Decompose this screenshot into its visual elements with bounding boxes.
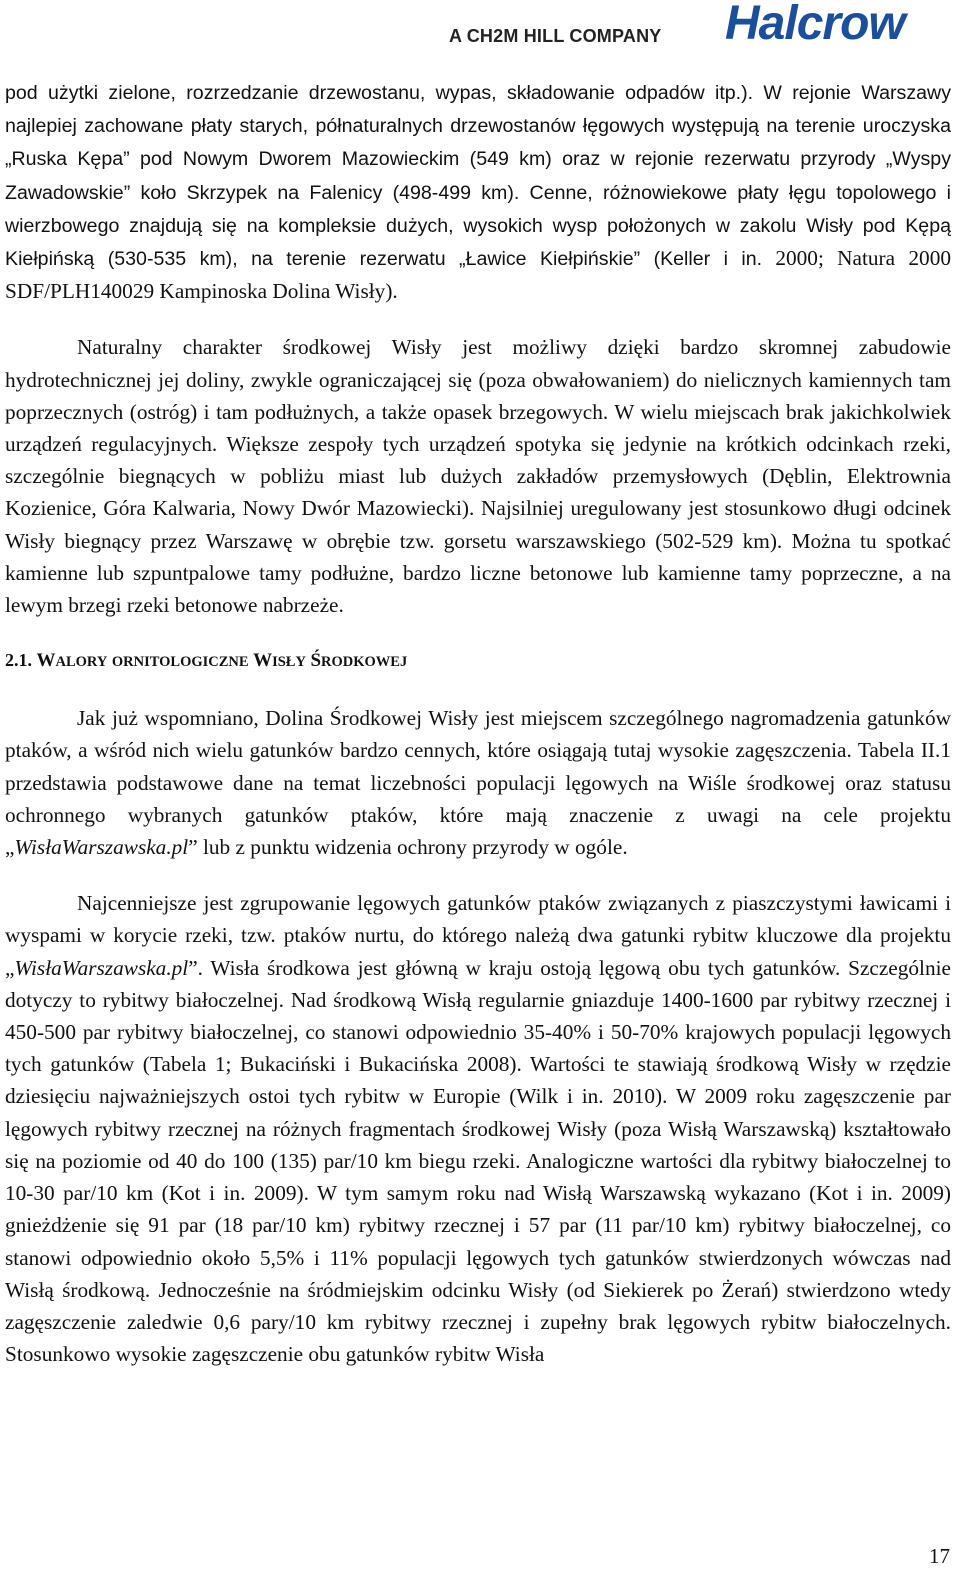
section-number: 2.1. — [5, 650, 32, 671]
document-body — [5, 76, 951, 1370]
paragraph-4: Najcenniejsze jest zgrupowanie lęgowych gatunków ptaków związanych z piaszczystymi ławicami i wyspami w korycie rzeki, tzw. ptaków nurtu, do którego należą dwa gatunki rybitw kluczowe dla projektu „WisłaWarszawska.pl”. Wisła środkowa jest główną w kraju ostoją lęgową obu tych gatunków. Szczególnie dotyczy to rybitwy białoczelnej. Nad środkową Wisłą regularnie gniazduje 1400-1600 par rybitwy rzecznej i 450-500 par rybitwy białoczelnej, co stanowi odpowiednio 35-40% i 50-70% krajowych populacji lęgowych tych gatunków (Tabela 1; Bukaciński i Bukacińska 2008). Wartości te stawiają środkową Wisły w rzędzie dziesięciu najważniejszych ostoi tych rybitw w Europie (Wilk i in. 2010). W 2009 roku zagęszczenie par lęgowych rybitwy rzecznej na różnych fragmentach środkowej Wisły (poza Wisłą Warszawską) kształtowało się na poziomie od 40 do 100 (135) par/10 km biegu rzeki. Analogiczne wartości dla rybitwy białoczelnej to 10-30 par/10 km (Kot i in. 2009). W tym samym roku nad Wisłą Warszawską wykazano (Kot i in. 2009) gnieżdżenie się 91 par (18 par/10 km) rybitwy rzecznej i 57 par (11 par/10 km) rybitwy białoczelnej, co stanowi odpowiednio około 5,5% i 11% populacji lęgowych tych gatunków stwierdzonych wówczas nad Wisłą środkową. Jednocześnie na śródmiejskim odcinku Wisły (od Siekierek po Żerań) stwierdzono wtedy zagęszczenie zaledwie 0,6 pary/10 km rybitwy rzecznej i zupełny brak lęgowych rybitw białoczelnych. Stosunkowo wysokie zagęszczenie obu gatunków rybitw Wisła — [5, 891, 951, 1367]
page-number: 17 — [929, 1544, 950, 1568]
section-heading: 2.1. WALORY ORNITOLOGICZNE WISŁY ŚRODKOWEJ — [5, 650, 408, 672]
page-header — [0, 0, 960, 56]
halcrow-logo: Halcrow — [725, 0, 905, 50]
project-name: WisłaWarszawska.pl — [14, 955, 189, 980]
paragraph-1 — [5, 76, 951, 307]
project-name: WisłaWarszawska.pl — [14, 835, 189, 860]
paragraph-1-serif-text: 2000; Natura 2000 SDF/PLH140029 Kampinoska Dolina Wisły). — [5, 246, 951, 304]
paragraph-2: Naturalny charakter środkowej Wisły jest możliwy dzięki bardzo skromnej zabudowie hydrotechnicznej jej doliny, zwykle ograniczającej się (poza obwałowaniem) do nielicznych kamiennych tam poprzecznych (ostróg) i tam podłużnych, a także opasek brzegowych. W wielu miejscach brak jakichkolwiek urządzeń regulacyjnych. Większe zespoły tych urządzeń spotyka się jedynie na krótkich odcinkach rzeki, szczególnie biegnących w pobliżu miast lub dużych zakładów przemysłowych (Dęblin, Elektrownia Kozienice, Góra Kalwaria, Nowy Dwór Mazowiecki). Najsilniej uregulowany jest stosunkowo długi odcinek Wisły biegnący przez Warszawę w obrębie tzw. gorsetu warszawskiego (502-529 km). Można tu spotkać kamienne lub szpuntpalowe tamy podłużne, bardzo liczne betonowe lub kamienne tamy poprzeczne, a na lewym brzegi rzeki betonowe nabrzeże. — [5, 335, 951, 618]
paragraph-3: Jak już wspomniano, Dolina Środkowej Wisły jest miejscem szczególnego nagromadzenia gatunków ptaków, a wśród nich wielu gatunków bardzo cennych, które osiągają tutaj wysokie zagęszczenia. Tabela II.1 przedstawia podstawowe dane na temat liczebności populacji lęgowych na Wiśle środkowej oraz statusu ochronnego wybranych gatunków ptaków, które mają znaczenie z uwagi na cele projektu „WisłaWarszawska.pl” lub z punktu widzenia ochrony przyrody w ogóle. — [5, 706, 951, 860]
paragraph-1-sans-text: pod użytki zielone, rozrzedzanie drzewostanu, wypas, składowanie odpadów itp.). W rejonie Warszawy najlepiej zachowane płaty starych, półnaturalnych drzewostanów łęgowych występują na terenie uroczyska „Ruska Kępa” pod Nowym Dworem Mazowieckim (549 km) oraz w rejonie rezerwatu przyrody „Wyspy Zawadowskie” koło Skrzypek na Falenicy (498-499 km). Cenne, różnowiekowe płaty łęgu topolowego i wierzbowego znajdują się na kompleksie dużych, wysokich wysp położonych w zakolu Wisły pod Kępą Kiełpińską (530-535 km), na terenie rezerwatu „Ławice Kiełpińskie” (Keller i in. — [5, 82, 951, 271]
company-tagline: A CH2M HILL COMPANY — [449, 26, 662, 46]
